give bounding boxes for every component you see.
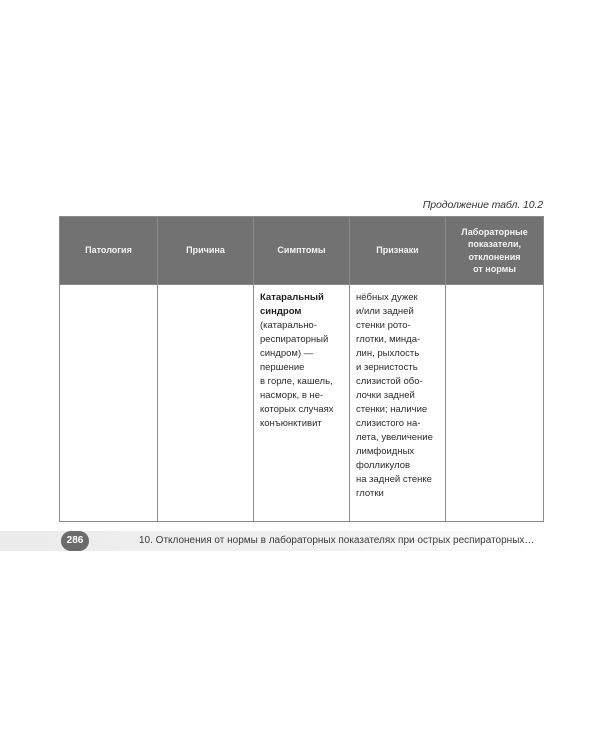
header-lab-indicators: Лабораторные показатели, отклонения от нормы <box>446 217 544 285</box>
sign-line: слизистой обо- <box>356 376 423 387</box>
sign-line: и зернистость <box>356 362 418 373</box>
header-symptoms: Симптомы <box>254 217 350 285</box>
symptom-title-line: синдром <box>260 306 302 317</box>
symptom-line: першение <box>260 362 305 373</box>
sign-line: стенки; наличие <box>356 404 428 415</box>
running-head: 10. Отклонения от нормы в лабораторных показателях при острых респираторных… <box>139 535 535 546</box>
symptom-line: которых случаях <box>260 404 334 415</box>
caption-table-ref: табл. 10.2 <box>491 199 543 211</box>
sign-line: глотки <box>356 488 384 499</box>
sign-line: фолликулов <box>356 460 411 471</box>
symptom-line: в горле, кашель, <box>260 376 333 387</box>
symptom-line: (катарально- <box>260 320 317 331</box>
sign-line: лин, рыхлость <box>356 348 420 359</box>
header-row <box>60 217 544 285</box>
header-cause: Причина <box>158 217 254 285</box>
sign-line: нёбных дужек <box>356 292 418 303</box>
sign-line: лета, увеличение <box>356 432 433 443</box>
data-table <box>59 216 544 522</box>
sign-line: на задней стенке <box>356 474 432 485</box>
symptom-line: насморк, в не- <box>260 390 324 401</box>
symptom-line: респираторный <box>260 334 329 345</box>
sign-line: стенки рото- <box>356 320 411 331</box>
table-row <box>60 285 544 522</box>
sign-line: лочки задней <box>356 390 415 401</box>
sign-line: лимфоидных <box>356 446 415 457</box>
cell-symptoms <box>254 285 350 522</box>
symptom-title-line: Катаральный <box>260 292 324 303</box>
symptom-line: синдром) — <box>260 348 314 359</box>
header-signs: Признаки <box>350 217 446 285</box>
cell-signs <box>350 285 446 522</box>
cell-lab-indicators <box>446 285 544 522</box>
page-number: 286 <box>61 531 89 551</box>
symptom-line: конъюнктивит <box>260 418 322 429</box>
table-caption <box>423 199 543 211</box>
sign-line: и/или задней <box>356 306 414 317</box>
caption-text: Продолжение <box>422 199 489 211</box>
sign-line: глотки, минда- <box>356 334 421 345</box>
sign-line: слизистого на- <box>356 418 421 429</box>
header-pathology: Патология <box>60 217 158 285</box>
cell-pathology <box>60 285 158 522</box>
cell-cause <box>158 285 254 522</box>
